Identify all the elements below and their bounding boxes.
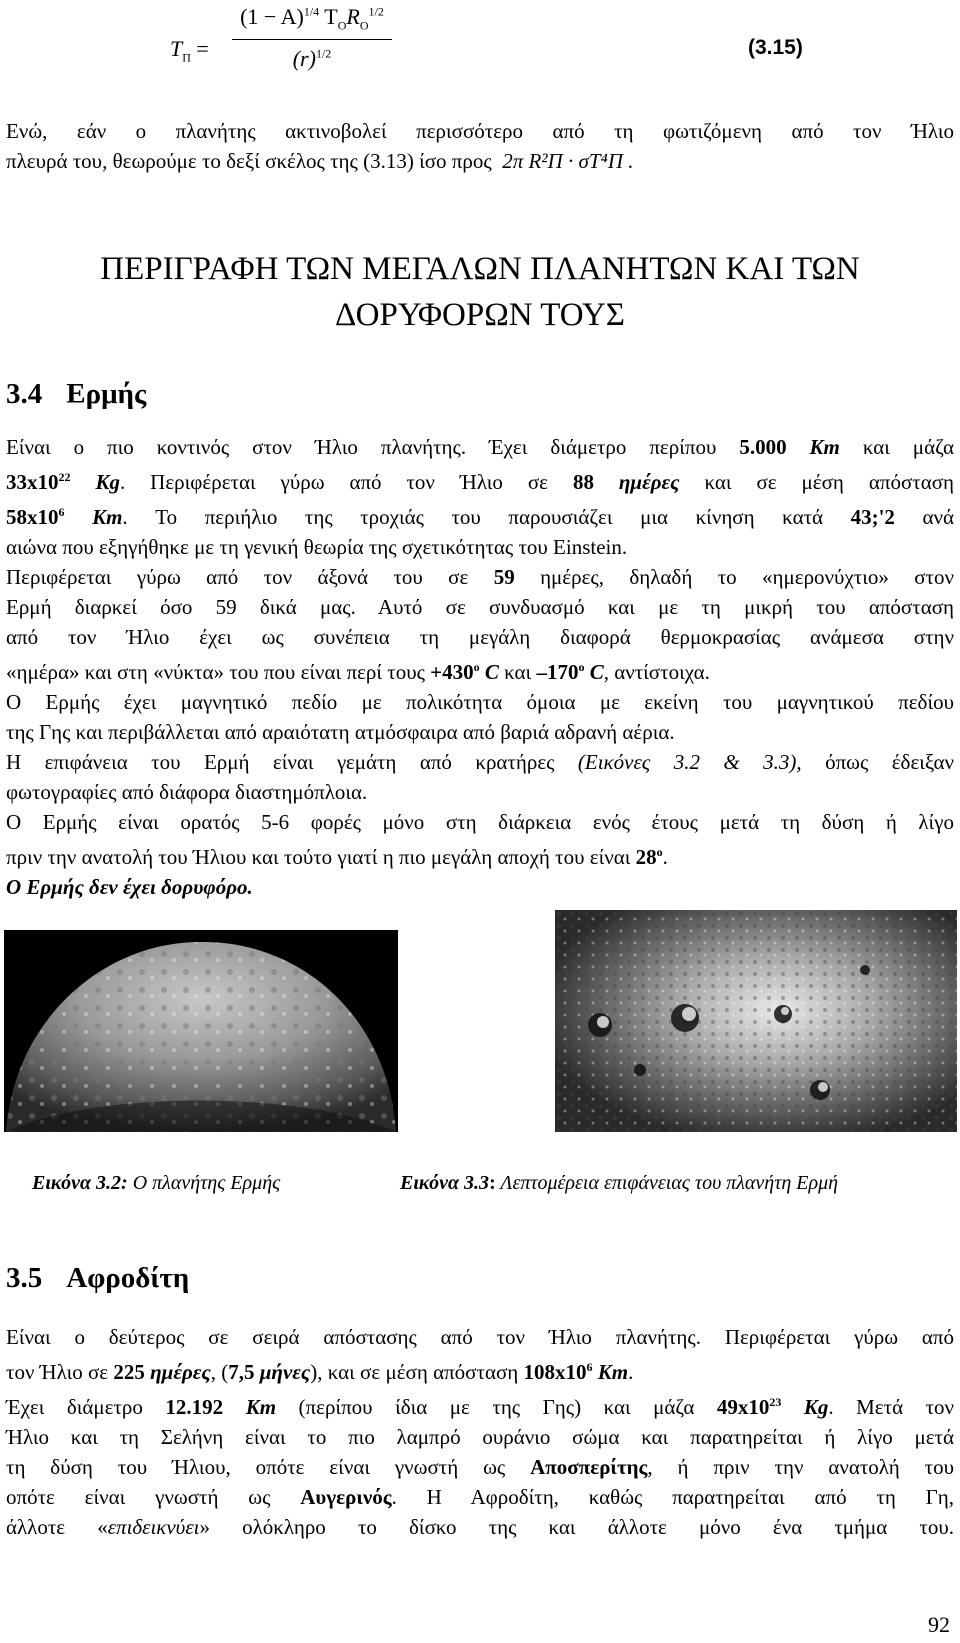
section-3-4-heading: 3.4 Ερμής	[6, 378, 147, 410]
no-satellite-note: Ο Ερμής δεν έχει δορυφόρο.	[6, 875, 253, 899]
figure-3-2-caption: Εικόνα 3.2: Ο πλανήτης Ερμής	[32, 1172, 281, 1194]
equation-fraction	[232, 4, 392, 72]
equation-numerator: $(1 - A)^{1/4}$ $T_OR_O^{1/2}$	[240, 4, 384, 33]
intro-line-1: Ενώ, εάν ο πλανήτης ακτινοβολεί περισσότερο από τη φωτιζόμενη από τον Ήλιο	[6, 119, 954, 143]
section-3-5-heading: 3.5 Αφροδίτη	[6, 1262, 190, 1294]
chapter-heading	[0, 246, 960, 338]
mercury-line: $33x10^{22}$ Kg. Περιφέρεται γύρω από τον Ήλιο σε 88 ημέρες και σε μέση απόσταση	[6, 470, 955, 494]
venus-line: Είναι ο δεύτερος σε σειρά απόστασης από τον Ήλιο πλανήτης. Περιφέρεται γύρω από	[6, 1325, 954, 1349]
mercury-line: Περιφέρεται γύρω από τον άξονά του σε 59 ημέρες, δηλαδή το «ημερονύχτιο» στον	[6, 565, 954, 589]
mercury-surface-photo	[555, 910, 957, 1132]
mercury-body	[6, 432, 954, 902]
venus-body	[6, 1322, 954, 1542]
venus-line: τον Ήλιο σε 225 ημέρες, (7,5 μήνες), και σε μέση απόσταση $108x10^6$ Km.	[6, 1360, 634, 1384]
mercury-line: φωτογραφίες από διάφορα διαστημόπλοια.	[6, 780, 368, 804]
mercury-planet-photo	[4, 930, 398, 1132]
venus-line: άλλοτε «επιδεικνύει» ολόκληρο το δίσκο της και άλλοτε μόνο ένα τμήμα του.	[6, 1515, 955, 1539]
intro-paragraph	[6, 116, 954, 176]
mercury-line: Ερμή διαρκεί όσο 59 δικά μας. Αυτό σε συνδυασμό και με τη μικρή του απόσταση	[6, 595, 954, 619]
figure-3-3-caption: Εικόνα 3.3: Λεπτομέρεια επιφάνειας του πλανήτη Ερμή	[400, 1172, 839, 1194]
venus-line: οπότε είναι γνωστή ως Αυγερινός. Η Αφροδίτη, καθώς παρατηρείται από τη Γη,	[6, 1485, 955, 1509]
venus-line: τη δύση του Ήλιου, οπότε είναι γνωστή ως Αποσπερίτης, ή πριν την ανατολή του	[6, 1455, 954, 1479]
intro-formula: 2π R²Π · σT⁴Π .	[502, 149, 634, 173]
equation-denominator: $(r)^{1/2}$	[292, 46, 332, 72]
equation-number: (3.15)	[748, 36, 803, 59]
mercury-line: «ημέρα» και στη «νύκτα» του που είναι περί $\tau o\upsilon\varsigma +430^o$ C και –170$^o$ C, αντίστοιχα.	[6, 660, 710, 684]
mercury-line: από τον Ήλιο έχει ως συνέπεια τη μεγάλη διαφορά θερμοκρασίας ανάμεσα στην	[6, 625, 954, 649]
mercury-line: $58x10^6$ Km. Το περιήλιο της τροχιάς του παρουσιάζει μια κίνηση κατά 43;'2 ανά	[6, 505, 954, 529]
mercury-line: πριν την ανατολή του Ήλιου και τούτο γιατί η πιο μεγάλη αποχή του είναι 28$^o$.	[6, 845, 668, 869]
venus-line: Έχει διάμετρο 12.192 Km (περίπου ίδια με της Γης) και μάζα $49x10^{23}$ Kg. Μετά τον	[6, 1395, 955, 1419]
intro-line-2: πλευρά του, θεωρούμε το δεξί σκέλος της (3.13) ίσο προς 2π R²Π · σT⁴Π .	[6, 149, 634, 173]
chapter-heading-line-2: ΔΟΡΥΦΟΡΩΝ ΤΟΥΣ	[335, 297, 625, 333]
mercury-line: της Γης και περιβάλλεται από αραιότατη ατμόσφαιρα από βαριά αδρανή αέρια.	[6, 720, 675, 744]
page-number: 92	[928, 1612, 950, 1637]
chapter-heading-line-1: ΠΕΡΙΓΡΑΦΗ ΤΩΝ ΜΕΓΑΛΩΝ ΠΛΑΝΗΤΩΝ ΚΑΙ ΤΩΝ	[100, 251, 860, 287]
mercury-line: Η επιφάνεια του Ερμή είναι γεμάτη από κρατήρες (Εικόνες 3.2 & 3.3), όπως έδειξαν	[6, 750, 955, 774]
mercury-line: Ο Ερμής έχει μαγνητικό πεδίο με πολικότητα όμοια με εκείνη του μαγνητικού πεδίου	[6, 690, 954, 714]
mercury-line: Ο Ερμής είναι ορατός 5-6 φορές μόνο στη διάρκεια ενός έτους μετά τη δύση ή λίγο	[6, 810, 954, 834]
mercury-line: Είναι ο πιο κοντινός στον Ήλιο πλανήτης. Έχει διάμετρο περίπου 5.000 Km και μάζα	[6, 435, 955, 459]
venus-line: Ήλιο και τη Σελήνη είναι το πιο λαμπρό ουράνιο σώμα και παρατηρείται ή λίγο μετά	[6, 1425, 954, 1449]
mercury-planet-image	[4, 930, 398, 1132]
mercury-line: αιώνα που εξηγήθηκε με τη γενική θεωρία της σχετικότητας του Einstein.	[6, 535, 628, 559]
equation-3-15	[170, 4, 390, 94]
equation-lhs: $T_\Pi$ =	[170, 36, 209, 65]
mercury-surface-image	[555, 910, 957, 1132]
